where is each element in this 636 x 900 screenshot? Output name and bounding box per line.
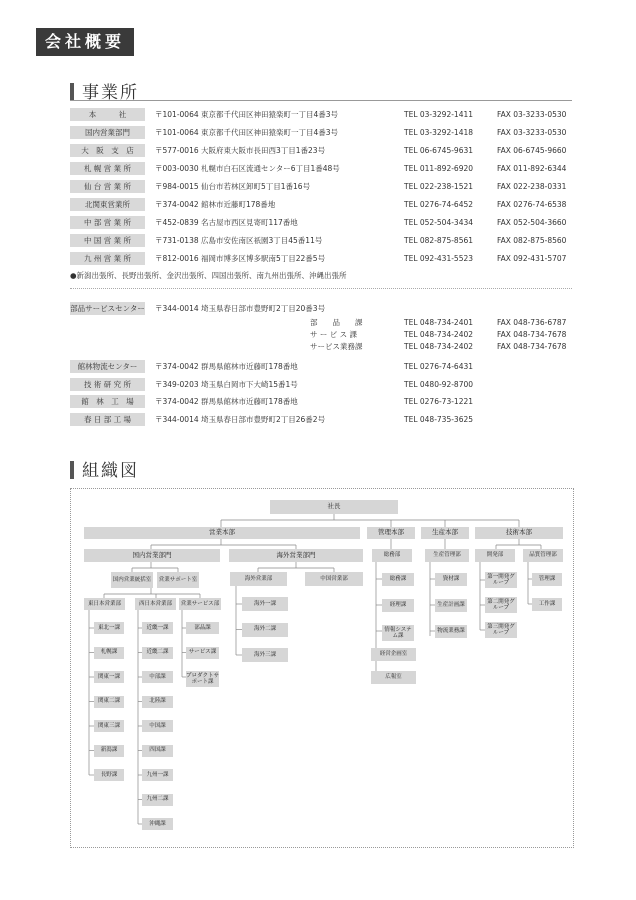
- org-east-section: 関東一課: [94, 671, 124, 683]
- org-west-japan: 西日本営業部: [135, 598, 176, 610]
- org-admin-section: 経理課: [382, 599, 414, 612]
- section-tel: TEL 048-734-2402: [404, 342, 474, 351]
- office-fax: FAX 06-6745-9660: [497, 146, 567, 155]
- org-prod-mgmt: 生産管理部: [425, 549, 469, 562]
- section-name: サ ー ビ ス 課: [310, 330, 358, 339]
- office-tel: TEL 092-431-5523: [404, 254, 474, 263]
- org-service-section: 部品課: [186, 622, 219, 634]
- org-mgmt-planning: 経営企画室: [371, 648, 416, 661]
- org-west-section: 沖縄課: [142, 818, 173, 830]
- facility-address: 〒349-0203 埼玉県白岡市下大崎15番1号: [155, 379, 298, 389]
- org-west-section: 九州二課: [142, 794, 173, 806]
- office-address: 〒101-0064 東京都千代田区神田猿楽町一丁目4番3号: [155, 128, 339, 137]
- office-address: 〒344-0014 埼玉県春日部市豊野町2丁目20番3号: [155, 304, 326, 313]
- office-label: 中 国 営 業 所: [70, 234, 145, 247]
- org-east-section: 長野課: [94, 769, 124, 781]
- section-fax: FAX 048-734-7678: [497, 330, 567, 339]
- org-west-section: 中国課: [142, 720, 173, 732]
- office-label: 北関東営業所: [70, 198, 145, 211]
- section-name: 部 品 課: [310, 318, 363, 327]
- office-tel: TEL 06-6745-9631: [404, 146, 474, 155]
- office-address: 〒101-0064 東京都千代田区神田猿楽町一丁目4番3号: [155, 110, 339, 119]
- org-dev-group: 第二開発グループ: [485, 597, 517, 613]
- section-tel: TEL 048-734-2401: [404, 318, 474, 327]
- org-overseas-section: 海外二課: [242, 623, 288, 637]
- org-domestic-planning: 国内営業統括室: [111, 572, 153, 588]
- office-address: 〒812-0016 福岡市博多区博多駅南5丁目22番5号: [155, 254, 326, 263]
- facility-tel: TEL 0276-73-1221: [404, 397, 474, 406]
- org-admin-section: 総務課: [382, 573, 414, 586]
- facility-tel: TEL 048-735-3625: [404, 414, 474, 424]
- org-prod-section: 物流業務課: [435, 625, 467, 638]
- facility-label: 館 林 工 場: [70, 395, 145, 408]
- org-west-section: 九州一課: [142, 769, 173, 781]
- org-sales-support: 営業サポート室: [157, 572, 199, 588]
- office-tel: TEL 03-3292-1418: [404, 128, 474, 137]
- org-admin-section: 情報システム課: [382, 625, 414, 641]
- facility-tel: TEL 0276-74-6431: [404, 362, 474, 371]
- org-pr: 広報室: [371, 671, 416, 684]
- org-prod-section: 生産計画課: [435, 599, 467, 612]
- office-address: 〒003-0030 札幌市白石区流通センター6丁目1番48号: [155, 164, 340, 173]
- org-production-hq: 生産本部: [421, 527, 469, 539]
- org-prod-section: 資材課: [435, 573, 467, 586]
- org-east-section: 札幌課: [94, 647, 124, 659]
- office-fax: FAX 052-504-3660: [497, 218, 567, 227]
- office-fax: FAX 022-238-0331: [497, 182, 567, 191]
- office-address: 〒452-0839 名古屋市西区見寄町117番地: [155, 218, 298, 227]
- facility-tel: TEL 0480-92-8700: [404, 379, 474, 389]
- facility-label: 春 日 部 工 場: [70, 413, 145, 426]
- office-label: 九 州 営 業 所: [70, 252, 145, 265]
- org-admin-hq: 管理本部: [367, 527, 415, 539]
- office-label: 大 阪 支 店: [70, 144, 145, 157]
- office-fax: FAX 082-875-8560: [497, 236, 567, 245]
- section-tel: TEL 048-734-2402: [404, 330, 474, 339]
- org-service-dept: 営業サービス部: [179, 598, 221, 610]
- facility-label: 技 術 研 究 所: [70, 378, 145, 391]
- facility-address: 〒344-0014 埼玉県春日部市豊野町2丁目26番2号: [155, 414, 326, 424]
- office-address: 〒577-0016 大阪府東大阪市長田西3丁目1番23号: [155, 146, 326, 155]
- org-service-section: サービス課: [186, 647, 219, 659]
- section-name: サービス業務課: [310, 342, 363, 351]
- org-domestic-dept: 国内営業部門: [84, 549, 220, 562]
- office-fax: FAX 011-892-6344: [497, 164, 567, 173]
- org-west-section: 四国課: [142, 745, 173, 757]
- office-fax: FAX 0276-74-6538: [497, 200, 567, 209]
- org-east-section: 東北一課: [94, 622, 124, 634]
- office-fax: FAX 092-431-5707: [497, 254, 567, 263]
- office-label: 仙 台 営 業 所: [70, 180, 145, 193]
- office-fax: FAX 03-3233-0530: [497, 110, 567, 119]
- org-quality: 品質管理部: [523, 549, 563, 562]
- office-tel: TEL 052-504-3434: [404, 218, 474, 227]
- office-address: 〒374-0042 館林市近藤町178番地: [155, 200, 276, 209]
- office-address: 〒731-0138 広島市安佐南区祇園3丁目45番11号: [155, 236, 323, 245]
- office-fax: FAX 03-3233-0530: [497, 128, 567, 137]
- org-development: 開発部: [475, 549, 515, 562]
- office-label: 本 社: [70, 108, 145, 121]
- office-tel: TEL 022-238-1521: [404, 182, 474, 191]
- org-quality-section: 工作課: [532, 598, 562, 611]
- office-tel: TEL 082-875-8561: [404, 236, 474, 245]
- org-overseas-dept: 海外営業部門: [229, 549, 363, 562]
- facility-address: 〒374-0042 群馬県館林市近藤町178番地: [155, 397, 298, 406]
- page-title: 会社概要: [36, 28, 134, 56]
- org-dev-group: 第一開発グループ: [485, 572, 517, 588]
- org-service-section: プロダクトサポート課: [186, 672, 220, 685]
- org-east-japan: 東日本営業部: [84, 598, 125, 610]
- office-address: 〒984-0015 仙台市若林区卸町5丁目1番16号: [155, 182, 311, 191]
- branch-note: ●新潟出張所、長野出張所、金沢出張所、四国出張所、南九州出張所、沖縄出張所: [70, 271, 347, 280]
- office-tel: TEL 0276-74-6452: [404, 200, 474, 209]
- org-east-section: 新潟課: [94, 745, 124, 757]
- org-west-section: 近畿二課: [142, 647, 173, 659]
- org-tech-hq: 技術本部: [475, 527, 563, 539]
- org-overseas-section: 海外三課: [242, 648, 288, 662]
- org-overseas-sales: 海外営業部: [230, 572, 287, 586]
- org-west-section: 近畿一課: [142, 622, 173, 634]
- section-fax: FAX 048-734-7678: [497, 342, 567, 351]
- org-west-section: 中部課: [142, 671, 173, 683]
- facility-address: 〒374-0042 群馬県館林市近藤町178番地: [155, 362, 298, 371]
- section-fax: FAX 048-736-6787: [497, 318, 567, 327]
- org-east-section: 関東三課: [94, 720, 124, 732]
- org-overseas-section: 海外一課: [242, 597, 288, 611]
- org-quality-section: 管理課: [532, 573, 562, 586]
- org-dev-group: 第三開発グループ: [485, 622, 517, 638]
- office-tel: TEL 011-892-6920: [404, 164, 474, 173]
- org-west-section: 北陸課: [142, 696, 173, 708]
- org-china-sales: 中国営業部: [305, 572, 363, 586]
- office-label: 国内営業部門: [70, 126, 145, 139]
- org-general-affairs: 総務部: [372, 549, 412, 562]
- org-heading-text: 組織図: [82, 461, 139, 481]
- office-label: 札 幌 営 業 所: [70, 162, 145, 175]
- business-heading-text: 事業所: [82, 83, 139, 103]
- office-tel: TEL 03-3292-1411: [404, 110, 474, 119]
- office-label: 中 部 営 業 所: [70, 216, 145, 229]
- office-label: 部品サービスセンター: [70, 304, 145, 313]
- org-east-section: 関東二課: [94, 696, 124, 708]
- facility-label: 館林物流センター: [70, 360, 145, 373]
- org-president: 社長: [270, 500, 398, 514]
- org-sales-hq: 営業本部: [84, 527, 360, 539]
